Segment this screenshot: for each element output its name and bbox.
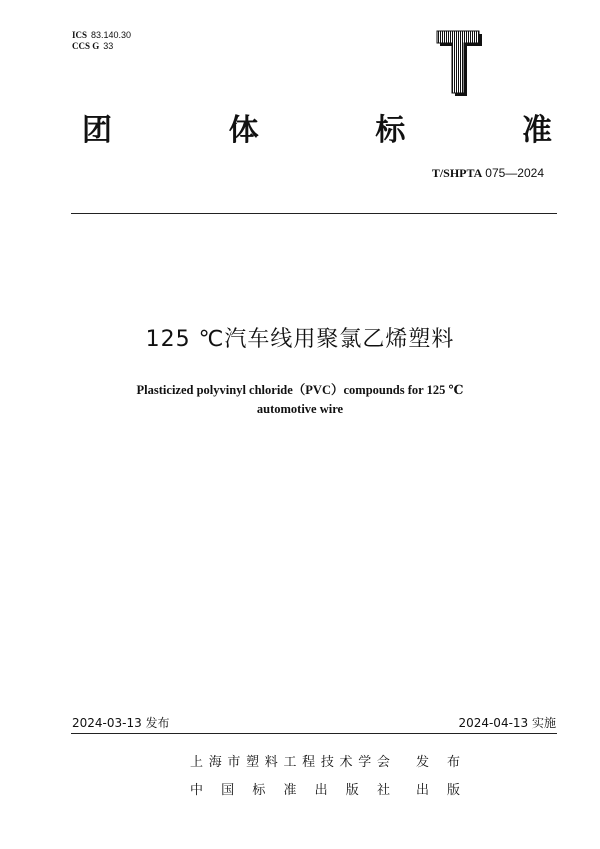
action-char: 出 bbox=[416, 783, 430, 798]
org-char: 标 bbox=[252, 783, 266, 798]
org-char: 料 bbox=[264, 755, 278, 770]
issuer-action-publish bbox=[416, 749, 460, 777]
org-char: 版 bbox=[345, 783, 359, 798]
title-english bbox=[0, 381, 600, 419]
title-english-line-2: automotive wire bbox=[256, 402, 344, 416]
header-divider bbox=[71, 213, 557, 214]
ccs-label: CCS G bbox=[72, 41, 100, 51]
title-english-line-1: Plasticized polyvinyl chloride（PVC）compounds for 125 ℃ bbox=[136, 383, 464, 397]
org-char: 准 bbox=[283, 783, 297, 798]
ccs-code: 33 bbox=[103, 41, 114, 51]
footer-divider bbox=[71, 733, 557, 734]
action-char: 发 bbox=[416, 755, 430, 770]
classification-codes bbox=[72, 30, 131, 52]
org-char: 技 bbox=[320, 755, 334, 770]
heading-char: 准 bbox=[521, 113, 552, 148]
heading-char: 体 bbox=[228, 113, 259, 148]
org-char: 国 bbox=[221, 783, 235, 798]
issuer-org-press bbox=[190, 777, 390, 805]
org-char: 出 bbox=[314, 783, 328, 798]
org-char: 程 bbox=[302, 755, 316, 770]
issuer-org-association bbox=[190, 749, 390, 777]
org-char: 学 bbox=[358, 755, 372, 770]
heading-char: 团 bbox=[82, 113, 112, 148]
implementation-date: 2024-04-13 实施 bbox=[458, 716, 556, 730]
standard-t-logo bbox=[436, 30, 484, 98]
issuer-action-print bbox=[416, 777, 460, 805]
issuer-block bbox=[190, 749, 460, 805]
standard-prefix: T/SHPTA bbox=[431, 166, 483, 180]
action-char: 版 bbox=[446, 783, 460, 798]
org-char: 社 bbox=[376, 783, 390, 798]
org-char: 塑 bbox=[246, 755, 260, 770]
org-char: 中 bbox=[190, 783, 204, 798]
org-char: 工 bbox=[283, 755, 297, 770]
org-char: 市 bbox=[227, 755, 241, 770]
ics-code: 83.140.30 bbox=[91, 30, 132, 40]
org-char: 会 bbox=[376, 755, 390, 770]
publish-date: 2024-03-13 发布 bbox=[72, 716, 170, 730]
ccs-code-line bbox=[72, 41, 131, 52]
standard-type-heading bbox=[82, 112, 552, 150]
issuer-row-association bbox=[190, 749, 460, 777]
title-chinese: 125 ℃汽车线用聚氯乙烯塑料 bbox=[145, 327, 455, 352]
org-char: 术 bbox=[339, 755, 353, 770]
ics-code-line bbox=[72, 30, 131, 41]
org-char: 上 bbox=[190, 755, 204, 770]
org-char: 海 bbox=[208, 755, 222, 770]
standard-number bbox=[432, 166, 544, 181]
ics-label: ICS bbox=[72, 30, 88, 40]
issuer-row-press bbox=[190, 777, 460, 805]
standard-number-value: 075—2024 bbox=[485, 166, 544, 180]
action-char: 布 bbox=[446, 755, 460, 770]
heading-char: 标 bbox=[375, 113, 406, 148]
